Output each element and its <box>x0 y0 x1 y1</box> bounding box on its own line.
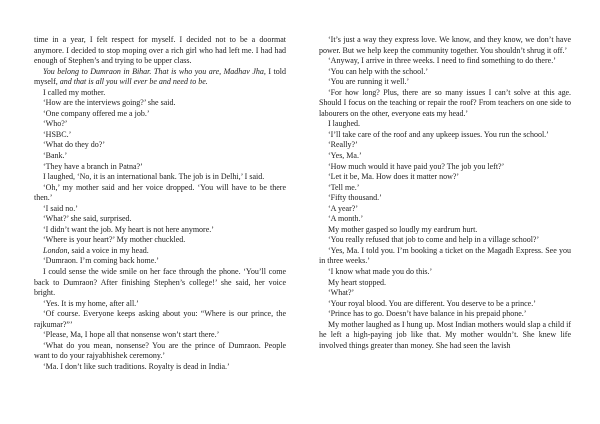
right-page <box>319 35 571 351</box>
paragraph: ‘What?’ <box>328 288 355 298</box>
paragraph: ‘Yes, Ma.’ <box>328 151 362 161</box>
paragraph: ‘What?’ she said, surprised. <box>43 214 132 224</box>
paragraph: ‘Anyway, I arrive in three weeks. I need to find something to do there.’ <box>328 56 556 66</box>
paragraph: ‘Tell me.’ <box>328 182 360 192</box>
paragraph: ‘For how long? Plus, there are so many issues I can’t solve at this age. Should I focus on the teaching or repair the roof? From teachers on one side to labourers on the other, everyone eats my head.’ <box>319 87 571 118</box>
italic-thought: and that is all you will ever be and need to be. <box>59 77 208 87</box>
paragraph: ‘A month.’ <box>328 214 364 224</box>
paragraph: I could sense the wide smile on her face through the phone. ‘You’ll come back to Dumraon? After finishing Stephen’s college!’ she said, her voice bright. <box>34 267 286 298</box>
paragraph: ‘It’s just a way they express love. We know, and they know, we don’t have power. But we help keep the community together. You shouldn’t shrug it off.’ <box>319 35 571 55</box>
paragraph: ‘One company offered me a job.’ <box>43 108 150 118</box>
paragraph: ‘Where is your heart?’ My mother chuckled. <box>43 235 186 245</box>
paragraph: ‘Fifty thousand.’ <box>328 193 382 203</box>
paragraph: ‘How are the interviews going?’ she said. <box>43 98 176 108</box>
paragraph: My heart stopped. <box>328 277 386 287</box>
paragraph: ‘Prince has to go. Doesn’t have balance in his prepaid phone.’ <box>328 309 527 319</box>
italic-thought: You belong to Dumraon in Bihar. That is who you are, Madhav Jha, <box>43 66 266 76</box>
paragraph: ‘Really?’ <box>328 140 358 150</box>
italic-thought: London, <box>43 245 70 255</box>
paragraph: ‘Ma. I don’t like such traditions. Royalty is dead in India.’ <box>43 361 230 371</box>
paragraph: ‘Oh,’ my mother said and her voice dropped. ‘You will have to be there then.’ <box>34 182 286 203</box>
paragraph: My mother gasped so loudly my eardrum hurt. <box>328 224 478 234</box>
paragraph: ‘How much would it have paid you? The job you left?’ <box>328 161 505 171</box>
paragraph: ‘Who?’ <box>43 119 68 129</box>
paragraph: ‘They have a branch in Patna?’ <box>43 161 143 171</box>
paragraph: ‘I’ll take care of the roof and any upkeep issues. You run the school.’ <box>328 129 549 139</box>
paragraph: ‘Of course. Everyone keeps asking about you: “Where is our prince, the rajkumar?”’ <box>34 309 286 329</box>
paragraph: ‘You can help with the school.’ <box>328 66 429 76</box>
paragraph: ‘Dumraon. I’m coming back home.’ <box>43 256 159 266</box>
paragraph: ‘I said no.’ <box>43 203 78 213</box>
paragraph: ‘A year?’ <box>328 203 358 213</box>
paragraph: ‘I know what made you do this.’ <box>328 267 433 277</box>
paragraph: ‘What do they do?’ <box>43 140 105 150</box>
paragraph <box>34 67 286 88</box>
paragraph <box>34 246 286 257</box>
paragraph: I laughed, ‘No, it is an international bank. The job is in Delhi,’ I said. <box>43 172 265 182</box>
paragraph: I laughed. <box>328 119 360 129</box>
paragraph: ‘Your royal blood. You are different. You deserve to be a prince.’ <box>328 298 536 308</box>
paragraph: ‘Let it be, Ma. How does it matter now?’ <box>328 172 460 182</box>
paragraph: ‘Yes, Ma. I told you. I’m booking a ticket on the Magadh Express. See you in three weeks.’ <box>319 245 571 266</box>
paragraph: ‘I didn’t want the job. My heart is not here anymore.’ <box>43 224 214 234</box>
paragraph: ‘Yes. It is my home, after all.’ <box>43 298 139 308</box>
paragraph: time in a year, I felt respect for myself. I decided not to be a doormat anymore. I decided to stop moping over a rich girl who had left me. I had had enough of Stephen’s and trying to be upper class. <box>34 35 286 66</box>
paragraph: ‘You really refused that job to come and help in a village school?’ <box>328 235 540 245</box>
paragraph: My mother laughed as I hung up. Most Indian mothers would slap a child if he left a high-paying job like that. My mother wouldn’t. She knew life involved things greater than money. She had seen the lavish <box>319 319 571 350</box>
left-page <box>34 35 286 373</box>
narration: I told myself, <box>34 66 287 87</box>
paragraph: ‘Bank.’ <box>43 151 68 161</box>
paragraph: I called my mother. <box>43 87 106 97</box>
paragraph: ‘HSBC.’ <box>43 129 72 139</box>
narration: said a voice in my head. <box>69 245 149 255</box>
paragraph: ‘You are running it well.’ <box>328 77 410 87</box>
paragraph: ‘Please, Ma, I hope all that nonsense won’t start there.’ <box>43 330 220 340</box>
paragraph: ‘What do you mean, nonsense? You are the prince of Dumraon. People want to do your rajyabhishek ceremony.’ <box>34 340 286 361</box>
